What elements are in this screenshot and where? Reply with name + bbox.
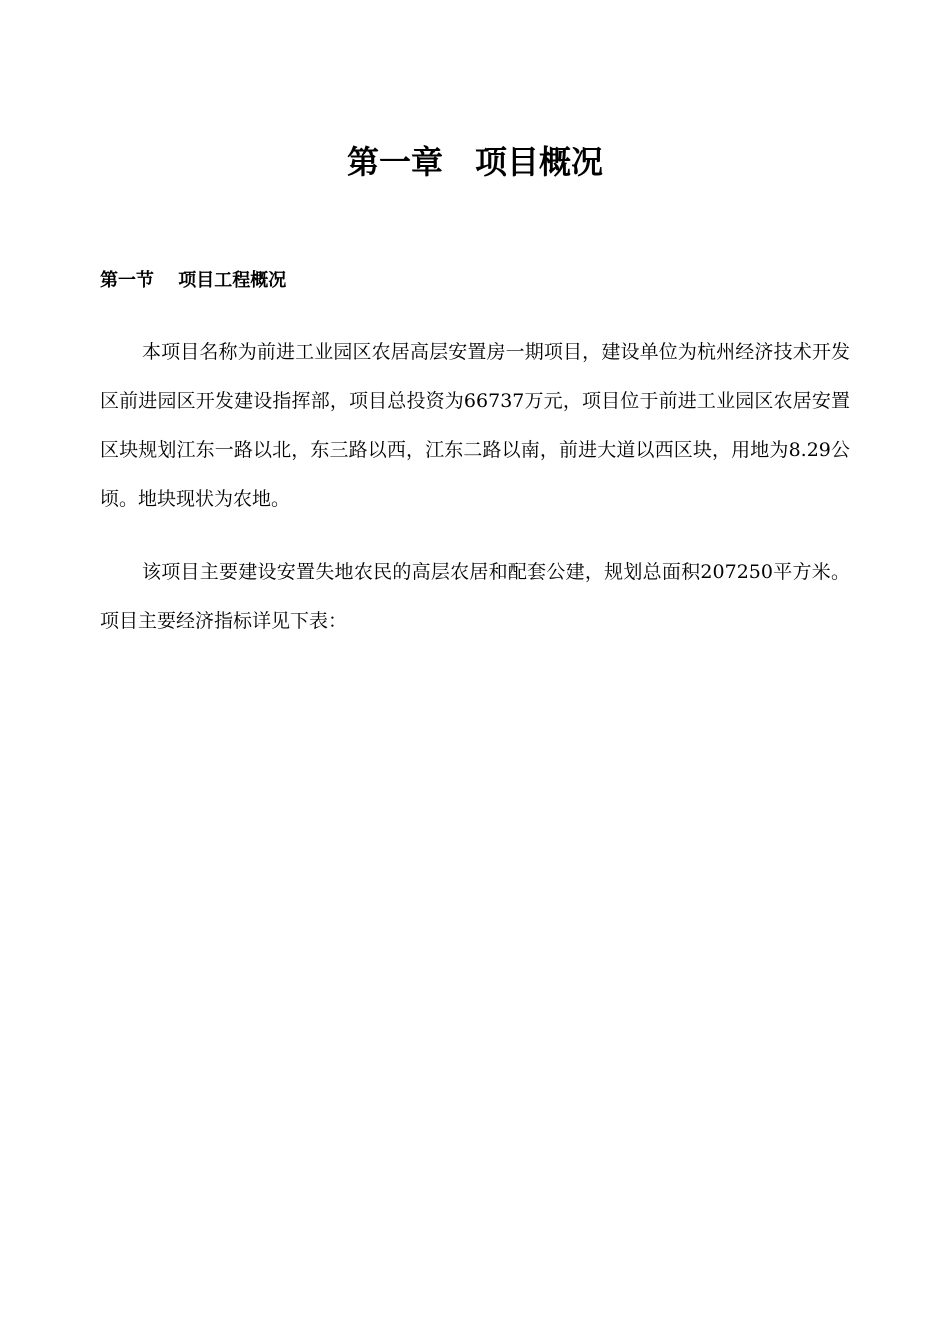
section-title: 第一节 项目工程概况 xyxy=(100,270,287,291)
paragraph-project-overview: 本项目名称为前进工业园区农居高层安置房一期项目，建设单位为杭州经济技术开发区前进园区开发建设指挥部，项目总投资为66737万元，项目位于前进工业园区农居安置区块规划江东一路以北，东三路以西，江东二路以南，前进大道以西区块，用地为8.29公顷。地块现状为农地。 xyxy=(100,341,850,510)
chapter-title: 第一章 项目概况 xyxy=(346,143,603,181)
paragraph-construction-scope: 该项目主要建设安置失地农民的高层农居和配套公建，规划总面积207250平方米。项目主要经济指标详见下表： xyxy=(100,561,850,632)
